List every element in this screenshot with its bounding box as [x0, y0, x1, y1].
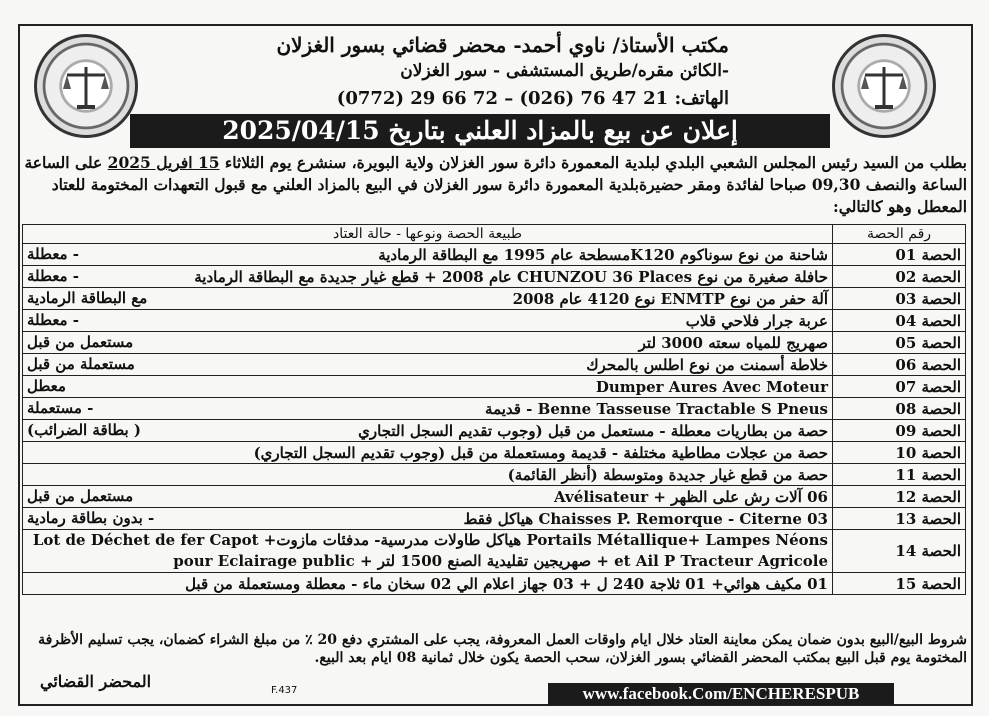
lot-description: حصة من قطع غيار جديدة ومتوسطة (أنظر القائمة) [507, 465, 828, 484]
lot-number: الحصة 12 [833, 486, 966, 508]
lot-description-cell [23, 288, 833, 310]
lot-number: الحصة 08 [833, 398, 966, 420]
sale-terms: شروط البيع/البيع بدون ضمان يمكن معاينة العتاد خلال ايام واوقات العمل المعروفة، يجب على المشتري دفع 20 ٪ من مبلغ الشراء كضمان، يجب تسليم الأظرفة المختومة يوم قبل البيع بمكتب المحضر القضائي بسور الغزلان، سحب الحصة يكون خلال ثمانية 08 ايام بعد البيع. [38, 632, 967, 666]
lot-number: الحصة 15 [833, 573, 966, 595]
col-lot-description: طبيعة الحصة ونوعها - حالة العتاد [23, 225, 833, 244]
bailiff-signature: المحضر القضائي [40, 672, 152, 691]
table-header-row [23, 225, 966, 244]
table-row [23, 573, 966, 595]
table-row [23, 420, 966, 442]
lot-description-cell [23, 486, 833, 508]
lot-description: Benne Tasseuse Tractable S Pneus - قديمة [485, 399, 828, 418]
table-row [23, 310, 966, 332]
lot-condition: - بدون بطاقة رمادية [27, 509, 155, 527]
lot-description: حصة من عجلات مطاطية مختلفة - قديمة ومستعملة من قبل (وجوب تقديم السجل التجاري) [253, 443, 828, 462]
lot-description-cell [23, 310, 833, 332]
lot-description: Chaisses P. Remorque - Citerne 03 هياكل فقط [463, 509, 828, 528]
lot-description: Portails Métallique+ Lampes Néons هياكل طاولات مدرسية- مدفئات مازوت+ Lot de Déchet de fer Capot et Ail P Tracteur Agricole + صهريجين تقليدية الصنع 1500 لتر + pour Eclairage public [32, 531, 828, 570]
table-row [23, 464, 966, 486]
table-row [23, 288, 966, 310]
lot-description-cell [23, 530, 833, 573]
lot-number: الحصة 14 [833, 530, 966, 573]
lot-condition: - معطلة [27, 311, 80, 329]
lot-description-cell [23, 266, 833, 288]
intro-paragraph [22, 152, 967, 218]
office-phone: الهاتف: 21 47 76 (026) – 72 66 29 (0772) [336, 88, 729, 109]
lot-number: الحصة 01 [833, 244, 966, 266]
lot-description-cell [23, 376, 833, 398]
table-row [23, 508, 966, 530]
lot-condition: - معطلة [27, 267, 80, 285]
lot-number: الحصة 13 [833, 508, 966, 530]
lot-condition: - معطلة [27, 245, 80, 263]
lot-condition: - مستعملة [27, 399, 94, 417]
scales-icon [37, 37, 135, 135]
auction-title: إعلان عن بيع بالمزاد العلني بتاريخ 2025/04/15 [130, 114, 830, 148]
court-seal-icon [832, 34, 936, 138]
auction-date: 15 افريل 2025 [107, 153, 220, 172]
lot-number: الحصة 05 [833, 332, 966, 354]
table-row [23, 442, 966, 464]
lot-description-cell [23, 398, 833, 420]
lot-description: خلاطة أسمنت من نوع اطلس بالمحرك [586, 355, 828, 374]
lot-condition: ( بطاقة الضرائب) [27, 421, 141, 439]
lot-condition: مستعمل من قبل [27, 333, 134, 351]
table-row [23, 354, 966, 376]
lot-condition: مع البطاقة الرمادية [27, 289, 148, 307]
lot-description-cell [23, 442, 833, 464]
table-row [23, 332, 966, 354]
office-name: مكتب الأستاذ/ ناوي أحمد- محضر قضائي بسور الغزلان [276, 33, 729, 57]
lots-body [23, 244, 966, 595]
table-row [23, 244, 966, 266]
lot-description: شاحنة من نوع سوناكوم K120مسطحة عام 1995 مع البطاقة الرمادية [378, 245, 828, 264]
facebook-link[interactable]: www.facebook.Com/ENCHERESPUB [548, 683, 894, 705]
lot-description: حصة من بطاريات معطلة - مستعمل من قبل (وجوب تقديم السجل التجاري [358, 421, 828, 440]
table-row [23, 266, 966, 288]
lot-description-cell [23, 464, 833, 486]
lot-number: الحصة 09 [833, 420, 966, 442]
reference-code: F.437 [271, 685, 298, 696]
lot-number: الحصة 11 [833, 464, 966, 486]
lot-description-cell [23, 244, 833, 266]
lot-description-cell [23, 354, 833, 376]
lot-description: صهريج للمياه سعته 3000 لتر [638, 333, 828, 352]
lot-description-cell [23, 420, 833, 442]
lot-number: الحصة 02 [833, 266, 966, 288]
table-row [23, 486, 966, 508]
intro-text-2: على الساعة الساعة والنصف 09,30 صباحا لفائدة ومقر حضيرةبلدية المعمورة دائرة سور الغزلان في البيع بالمزاد العلني مع قبول التعهدات المختومة للعتاد المعطل وهو كالتالي: [24, 153, 967, 216]
lot-condition: معطل [27, 377, 66, 395]
lot-number: الحصة 06 [833, 354, 966, 376]
lot-description: Dumper Aures Avec Moteur [595, 377, 828, 396]
table-row [23, 398, 966, 420]
lot-description: 01 مكيف هوائي+ 01 ثلاجة 240 ل + 03 جهاز اعلام الي 02 سخان ماء - معطلة ومستعملة من قبل [185, 574, 828, 593]
scales-icon [835, 37, 933, 135]
col-lot-number: رقم الحصة [833, 225, 966, 244]
lot-number: الحصة 10 [833, 442, 966, 464]
court-seal-icon [34, 34, 138, 138]
lot-description: 06 آلات رش على الظهر + Avélisateur [554, 487, 828, 506]
lot-number: الحصة 03 [833, 288, 966, 310]
lot-number: الحصة 07 [833, 376, 966, 398]
intro-text-1: بطلب من السيد رئيس المجلس الشعبي البلدي لبلدية المعمورة دائرة سور الغزلان ولاية البويرة، سنشرع يوم الثلاثاء [219, 153, 967, 172]
lot-description-cell [23, 332, 833, 354]
lots-table [22, 224, 966, 595]
lot-condition: مستعملة من قبل [27, 355, 135, 373]
lot-description: عربة جرار فلاحي قلاب [685, 311, 828, 330]
table-row [23, 376, 966, 398]
office-address: -الكائن مقره/طريق المستشفى - سور الغزلان [400, 61, 729, 81]
lot-description: آلة حفر من نوع ENMTP نوع 4120 عام 2008 [512, 289, 828, 308]
lot-condition: مستعمل من قبل [27, 487, 134, 505]
table-row [23, 530, 966, 573]
lot-description-cell [23, 508, 833, 530]
lot-description: حافلة صغيرة من نوع CHUNZOU 36 Places عام 2008 + قطع غيار جديدة مع البطاقة الرمادية [194, 267, 828, 286]
lot-number: الحصة 04 [833, 310, 966, 332]
lot-description-cell [23, 573, 833, 595]
